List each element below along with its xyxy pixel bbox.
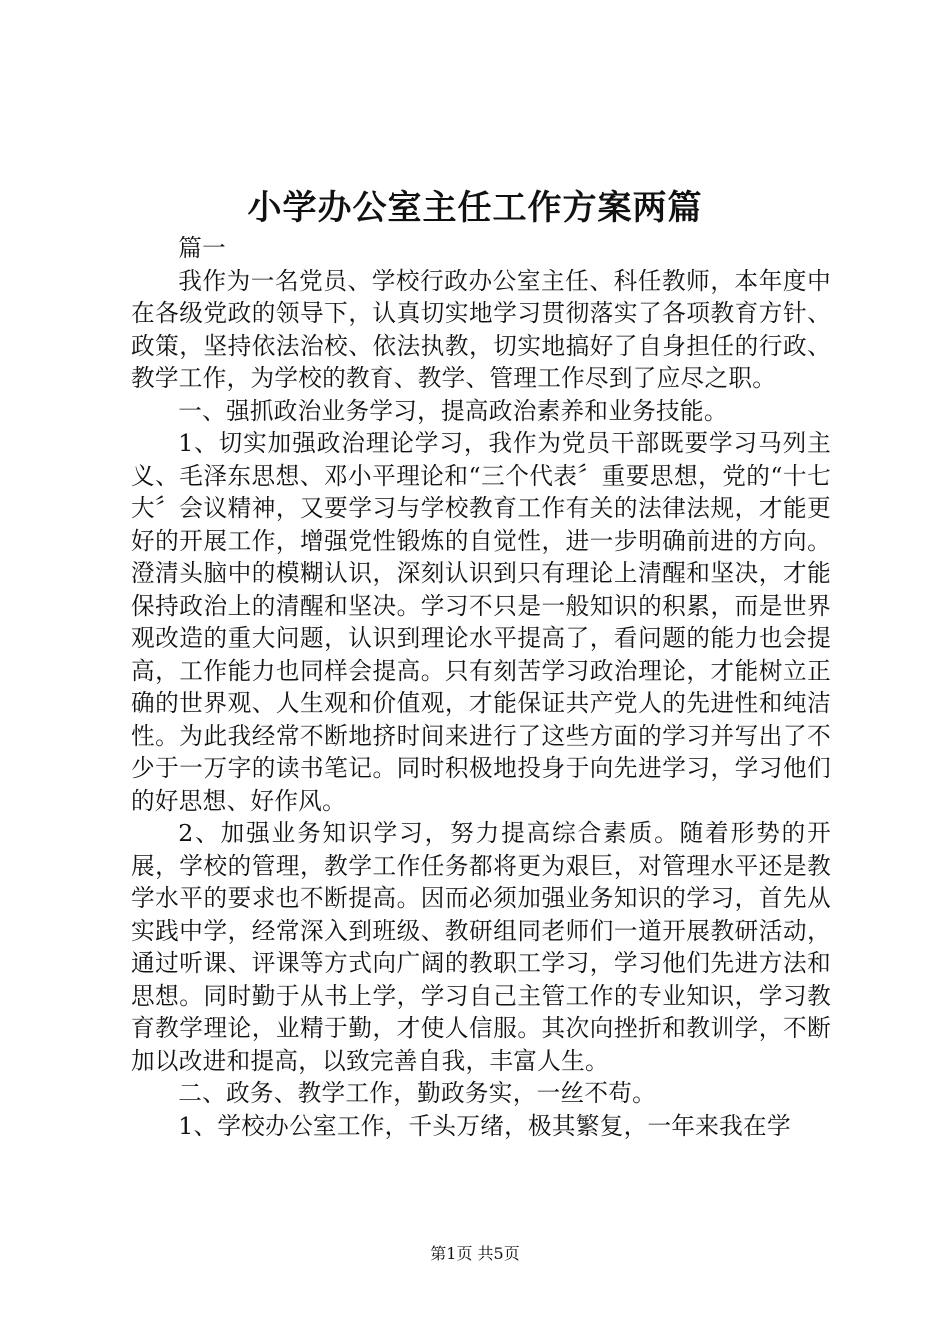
section-heading: 篇一 (178, 234, 226, 262)
paragraph: 1、学校办公室工作，千头万绪，极其繁复，一年来我在学 (178, 1111, 791, 1140)
paragraph: 2、加强业务知识学习，努力提高综合素质。随着形势的开展，学校的管理，教学工作任务都将更为艰巨，对管理水平还是教学水平的要求也不断提高。因而必须加强业务知识的学习，首先从实践中学，经常深入到班级、教研组同老师们一道开展教研活动，通过听课、评课等方式向广阔的教职工学习，学习他们先进方法和思想。同时勤于从书上学，学习自己主管工作的专业知识，学习教育教学理论，业精于勤，才使人信服。其次向挫折和教训学，不断加以改进和提高，以致完善自我，丰富人生。 (131, 819, 831, 1075)
page-footer: 第1页 共5页 (430, 1244, 520, 1263)
document-body (131, 232, 831, 1142)
document-title: 小学办公室主任工作方案两篇 (247, 188, 703, 228)
paragraph: 我作为一名党员、学校行政办公室主任、科任教师，本年度中在各级党政的领导下，认真切实地学习贯彻落实了各项教育方针、政策，坚持依法治校、依法执教，切实地搞好了自身担任的行政、教学工作，为学校的教育、教学、管理工作尽到了应尽之职。 (131, 266, 831, 392)
section-heading: 一、强抓政治业务学习，提高政治素养和业务技能。 (178, 396, 728, 425)
paragraph: 1、切实加强政治理论学习，我作为党员干部既要学习马列主义、毛泽东思想、邓小平理论和“三个代表〞重要思想，党的“十七大〞会议精神，又要学习与学校教育工作有关的法律法规，才能更好的开展工作，增强党性锻炼的自觉性，进一步明确前进的方向。澄清头脑中的模糊认识，深刻认识到只有理论上清醒和坚决，才能保持政治上的清醒和坚决。学习不只是一般知识的积累，而是世界观改造的重大问题，认识到理论水平提高了，看问题的能力也会提高，工作能力也同样会提高。只有刻苦学习政治理论，才能树立正确的世界观、人生观和价值观，才能保证共产党人的先进性和纯洁性。为此我经常不断地挤时间来进行了这些方面的学习并写出了不少于一万字的读书笔记。同时积极地投身于向先进学习，学习他们的好思想、好作风。 (131, 429, 831, 815)
section-heading: 二、政务、教学工作，勤政务实，一丝不苟。 (178, 1079, 657, 1107)
